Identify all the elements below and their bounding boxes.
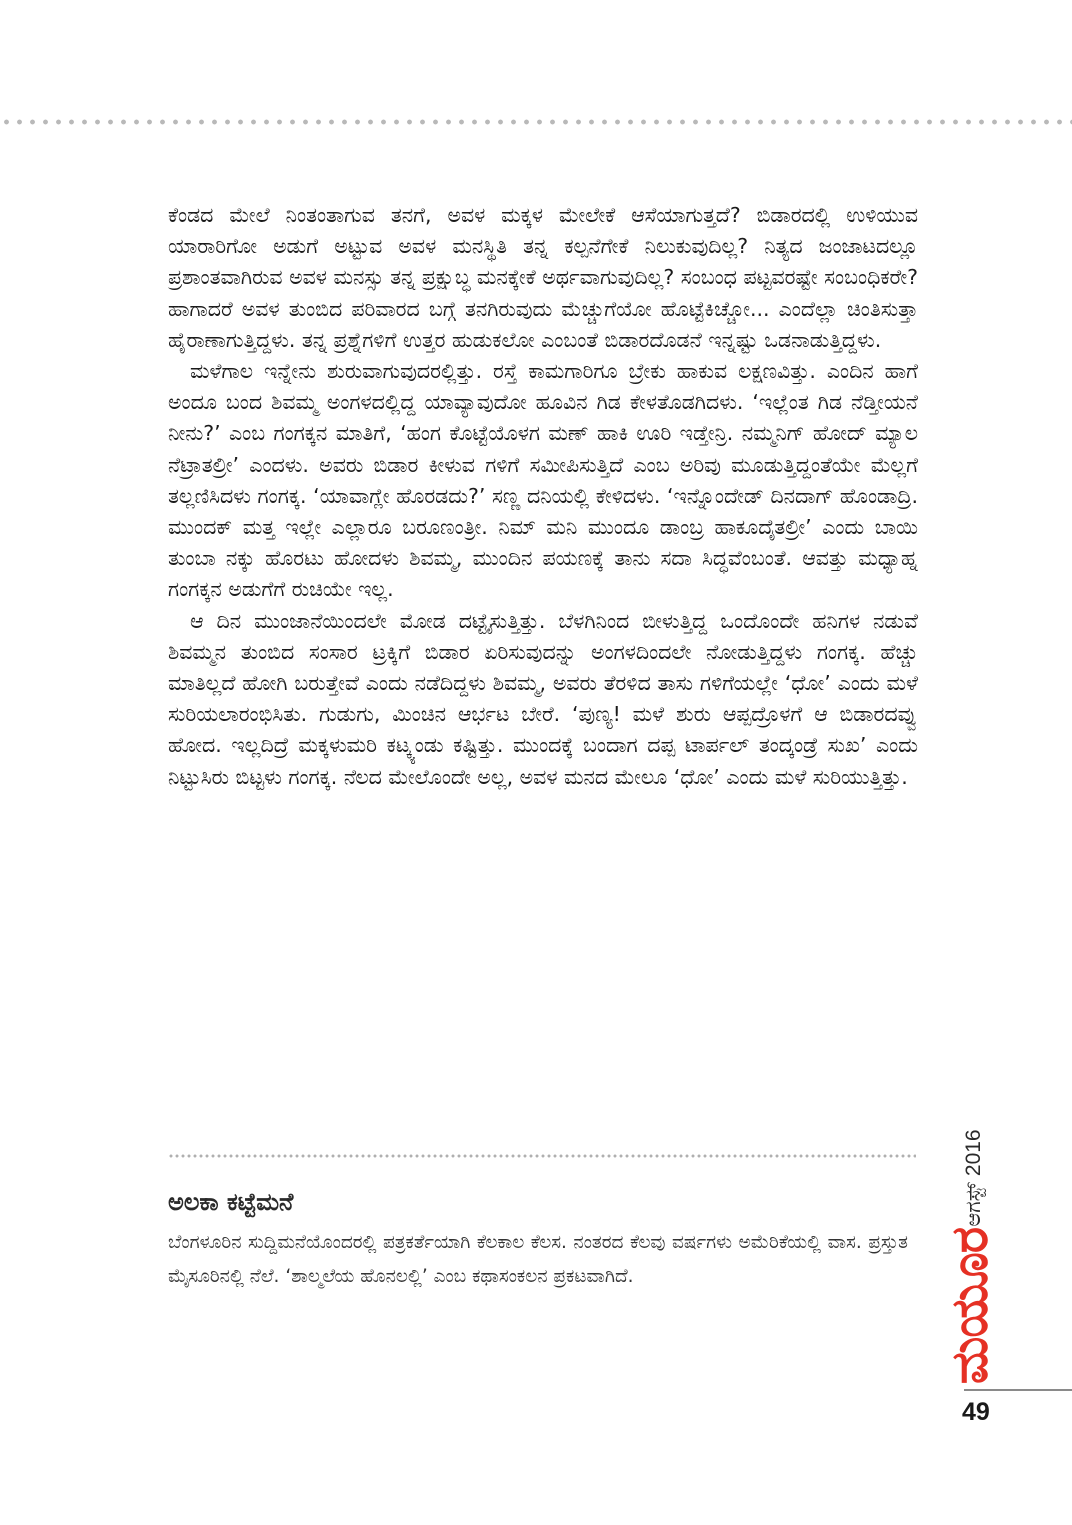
story-paragraph: ಕೆಂಡದ ಮೇಲೆ ನಿಂತಂತಾಗುವ ತನಗೆ, ಅವಳ ಮಕ್ಕಳ ಮೇಲೇಕೆ ಆಸೆಯಾಗುತ್ತದೆ? ಬಿಡಾರದಲ್ಲಿ ಉಳಿಯುವ ಯಾರಾರಿಗೋ ಅಡುಗೆ ಅಟ್ಟುವ ಅವಳ ಮನಸ್ಥಿತಿ ತನ್ನ ಕಲ್ಪನೆಗೇಕೆ ನಿಲುಕುವುದಿಲ್ಲ? ನಿತ್ಯದ ಜಂಜಾಟದಲ್ಲೂ ಪ್ರಶಾಂತವಾಗಿರುವ ಅವಳ ಮನಸ್ಸು ತನ್ನ ಪ್ರಕ್ಷುಬ್ಧ ಮನಕ್ಕೇಕೆ ಅರ್ಥವಾಗುವುದಿಲ್ಲ? ಸಂಬಂಧ ಪಟ್ಟವರಷ್ಟೇ ಸಂಬಂಧಿಕರೇ? ಹಾಗಾದರೆ ಅವಳ ತುಂಬಿದ ಪರಿವಾರದ ಬಗ್ಗೆ ತನಗಿರುವುದು ಮೆಚ್ಚುಗೆಯೋ ಹೊಟ್ಟೆಕಿಚ್ಚೋ... ಎಂದೆಲ್ಲಾ ಚಿಂತಿಸುತ್ತಾ ಹೈರಾಣಾಗುತ್ತಿದ್ದಳು. ತನ್ನ ಪ್ರಶ್ನೆಗಳಿಗೆ ಉತ್ತರ ಹುಡುಕಲೋ ಎಂಬಂತೆ ಬಿಡಾರದೊಡನೆ ಇನ್ನಷ್ಟು ಒಡನಾಡುತ್ತಿದ್ದಳು. <box>168 203 918 352</box>
page-number-rule <box>964 1389 1072 1391</box>
bio-dotted-divider <box>168 1154 916 1158</box>
page-number: 49 <box>962 1398 990 1426</box>
story-body <box>168 200 918 793</box>
top-dotted-rule <box>0 118 1072 126</box>
magazine-logo-text: ಮಯೂರ <box>940 1227 999 1385</box>
magazine-logo <box>930 1227 1010 1385</box>
story-paragraph: ಮಳೆಗಾಲ ಇನ್ನೇನು ಶುರುವಾಗುವುದರಲ್ಲಿತ್ತು. ರಸ್ತೆ ಕಾಮಗಾರಿಗೂ ಬ್ರೇಕು ಹಾಕುವ ಲಕ್ಷಣವಿತ್ತು. ಎಂದಿನ ಹಾಗೆ ಅಂದೂ ಬಂದ ಶಿವಮ್ಮ ಅಂಗಳದಲ್ಲಿದ್ದ ಯಾವ್ಯಾವುದೋ ಹೂವಿನ ಗಿಡ ಕೇಳತೊಡಗಿದಳು. ‘ಇಲ್ಲೆಂತ ಗಿಡ ನೆಡ್ತೀಯನೆ ನೀನು?’ ಎಂಬ ಗಂಗಕ್ಕನ ಮಾತಿಗೆ, ‘ಹಂಗ ಕೊಟ್ಟೆಯೊಳಗ ಮಣ್ ಹಾಕಿ ಊರಿ ಇಡ್ತೇನ್ರಿ. ನಮ್ಮನಿಗ್ ಹೋದ್ ಮ್ಯಾಲ ನೆಟ್ರಾತಲ್ರೀ’ ಎಂದಳು. ಅವರು ಬಿಡಾರ ಕೀಳುವ ಗಳಿಗೆ ಸಮೀಪಿಸುತ್ತಿದೆ ಎಂಬ ಅರಿವು ಮೂಡುತ್ತಿದ್ದಂತೆಯೇ ಮೆಲ್ಲಗೆ ತಲ್ಲಣಿಸಿದಳು ಗಂಗಕ್ಕ. ‘ಯಾವಾಗ್ಲೇ ಹೊರಡದು?’ ಸಣ್ಣ ದನಿಯಲ್ಲಿ ಕೇಳಿದಳು. ‘ಇನ್ನೊಂದೇಡ್ ದಿನದಾಗ್ ಹೊಂಡಾದ್ರಿ. ಮುಂದಕ್ ಮತ್ತ ಇಲ್ಲೇ ಎಲ್ಲಾರೂ ಬರೂಣಂತ್ರೀ. ನಿಮ್ ಮನಿ ಮುಂದೂ ಡಾಂಬ್ರ ಹಾಕೂದೈತಲ್ರೀ’ ಎಂದು ಬಾಯಿ ತುಂಬಾ ನಕ್ಕು ಹೊರಟು ಹೋದಳು ಶಿವಮ್ಮ, ಮುಂದಿನ ಪಯಣಕ್ಕೆ ತಾನು ಸದಾ ಸಿದ್ಧವೆಂಬಂತೆ. ಆವತ್ತು ಮಧ್ಯಾಹ್ನ ಗಂಗಕ್ಕನ ಅಡುಗೆಗೆ ರುಚಿಯೇ ಇಲ್ಲ. <box>168 359 918 602</box>
issue-date <box>926 1130 1022 1226</box>
story-paragraph: ಆ ದಿನ ಮುಂಜಾನೆಯಿಂದಲೇ ಮೋಡ ದಟ್ಟೈಸುತ್ತಿತ್ತು. ಬೆಳಗಿನಿಂದ ಬೀಳುತ್ತಿದ್ದ ಒಂದೊಂದೇ ಹನಿಗಳ ನಡುವೆ ಶಿವಮ್ಮನ ತುಂಬಿದ ಸಂಸಾರ ಟ್ರಕ್ಕಿಗೆ ಬಿಡಾರ ಏರಿಸುವುದನ್ನು ಅಂಗಳದಿಂದಲೇ ನೋಡುತ್ತಿದ್ದಳು ಗಂಗಕ್ಕ. ಹೆಚ್ಚು ಮಾತಿಲ್ಲದೆ ಹೋಗಿ ಬರುತ್ತೇವೆ ಎಂದು ನಡೆದಿದ್ದಳು ಶಿವಮ್ಮ, ಅವರು ತೆರಳಿದ ತಾಸು ಗಳಿಗೆಯಲ್ಲೇ ‘ಧೋ’ ಎಂದು ಮಳೆ ಸುರಿಯಲಾರಂಭಿಸಿತು. ಗುಡುಗು, ಮಿಂಚಿನ ಆರ್ಭಟ ಬೇರೆ. ‘ಪುಣ್ಯ! ಮಳೆ ಶುರು ಆಪ್ಪದ್ರೊಳಗೆ ಆ ಬಿಡಾರದವ್ವು ಹೋದ. ಇಲ್ಲದಿದ್ರೆ ಮಕ್ಕಳುಮರಿ ಕಟ್ಕ್ಯಂಡು ಕಷ್ಟಿತ್ತು. ಮುಂದಕ್ಕೆ ಬಂದಾಗ ದಪ್ಪ ಟಾರ್ಪಲ್ ತಂದ್ಕಂಡ್ರೆ ಸುಖ’ ಎಂದು ನಿಟ್ಟುಸಿರು ಬಿಟ್ಟಳು ಗಂಗಕ್ಕ. ನೆಲದ ಮೇಲೊಂದೇ ಅಲ್ಲ, ಅವಳ ಮನದ ಮೇಲೂ ‘ಧೋ’ ಎಂದು ಮಳೆ ಸುರಿಯುತ್ತಿತ್ತು. <box>168 608 918 789</box>
issue-date-text: ಆಗಸ್ಟ್ 2016 <box>962 1129 985 1227</box>
author-bio: ಬೆಂಗಳೂರಿನ ಸುದ್ದಿಮನೆಯೊಂದರಲ್ಲಿ ಪತ್ರಕರ್ತೆಯಾಗಿ ಕೆಲಕಾಲ ಕೆಲಸ. ನಂತರದ ಕೆಲವು ವರ್ಷಗಳು ಅಮೆರಿಕೆಯಲ್ಲಿ ವಾಸ. ಪ್ರಸ್ತುತ ಮೈಸೂರಿನಲ್ಲಿ ನೆಲೆ. ‘ಶಾಲ್ಮಲೆಯ ಹೊನಲಲ್ಲಿ’ ಎಂಬ ಕಥಾಸಂಕಲನ ಪ್ರಕಟವಾಗಿದೆ. <box>168 1232 908 1287</box>
author-name: ಅಲಕಾ ಕಟ್ಟೆಮನೆ <box>168 1188 294 1216</box>
